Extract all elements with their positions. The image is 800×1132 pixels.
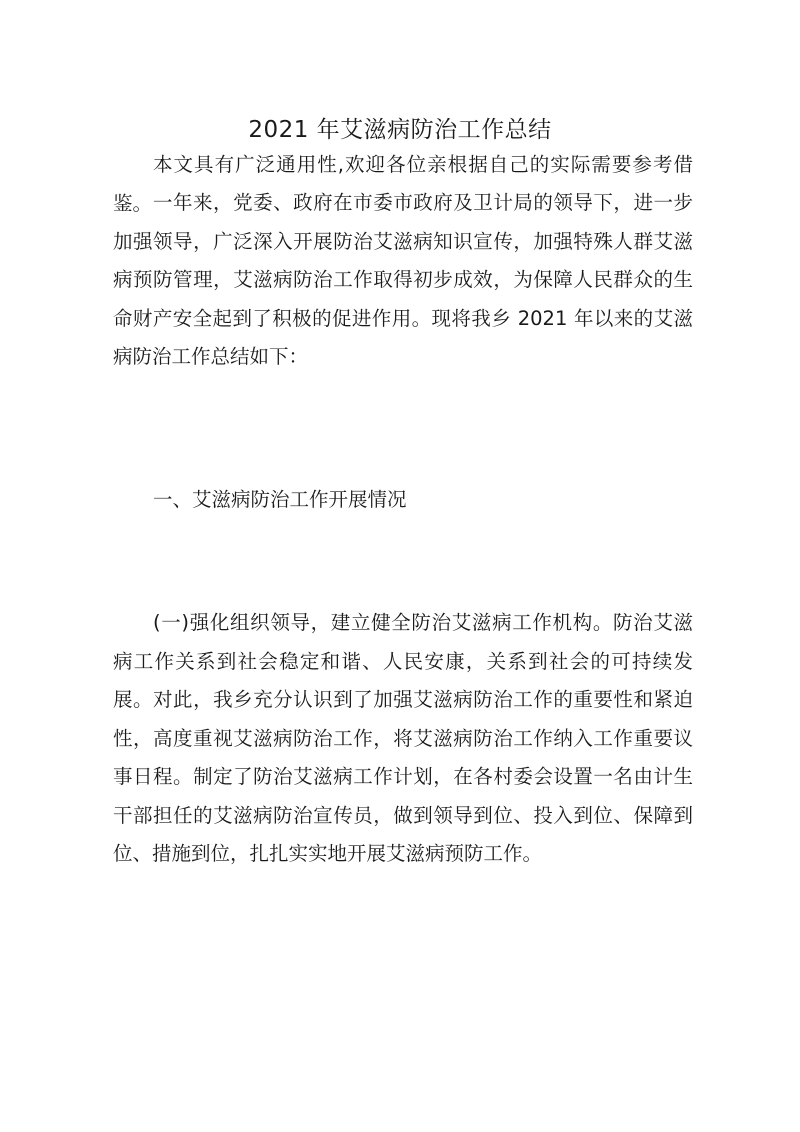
- section-heading: 一、艾滋病防治工作开展情况: [153, 488, 407, 511]
- section-paragraph: (一)强化组织领导，建立健全防治艾滋病工作机构。防治艾滋病工作关系到社会稳定和谐、人民安康，关系到社会的可持续发展。对此，我乡充分认识到了加强艾滋病防治工作的重要性和紧迫性，高度重视艾滋病防治工作，将艾滋病防治工作纳入工作重要议事日程。制定了防治艾滋病工作计划，在各村委会设置一名由计生干部担任的艾滋病防治宣传员，做到领导到位、投入到位、保障到位、措施到位，扎扎实实地开展艾滋病预防工作。: [113, 611, 693, 865]
- summary-paragraph: 一年来，党委、政府在市委市政府及卫计局的领导下，进一步加强领导，广泛深入开展防治艾滋病知识宣传，加强特殊人群艾滋病预防管理，艾滋病防治工作取得初步成效，为保障人民群众的生命财产安全起到了积极的促进作用。现将我乡 2021 年以来的艾滋病防治工作总结如下：: [113, 191, 693, 368]
- intro-paragraph: 本文具有广泛通用性,欢迎各位亲根据自己的实际需要参考借鉴。: [113, 153, 693, 215]
- document-title: 2021 年艾滋病防治工作总结: [248, 117, 552, 144]
